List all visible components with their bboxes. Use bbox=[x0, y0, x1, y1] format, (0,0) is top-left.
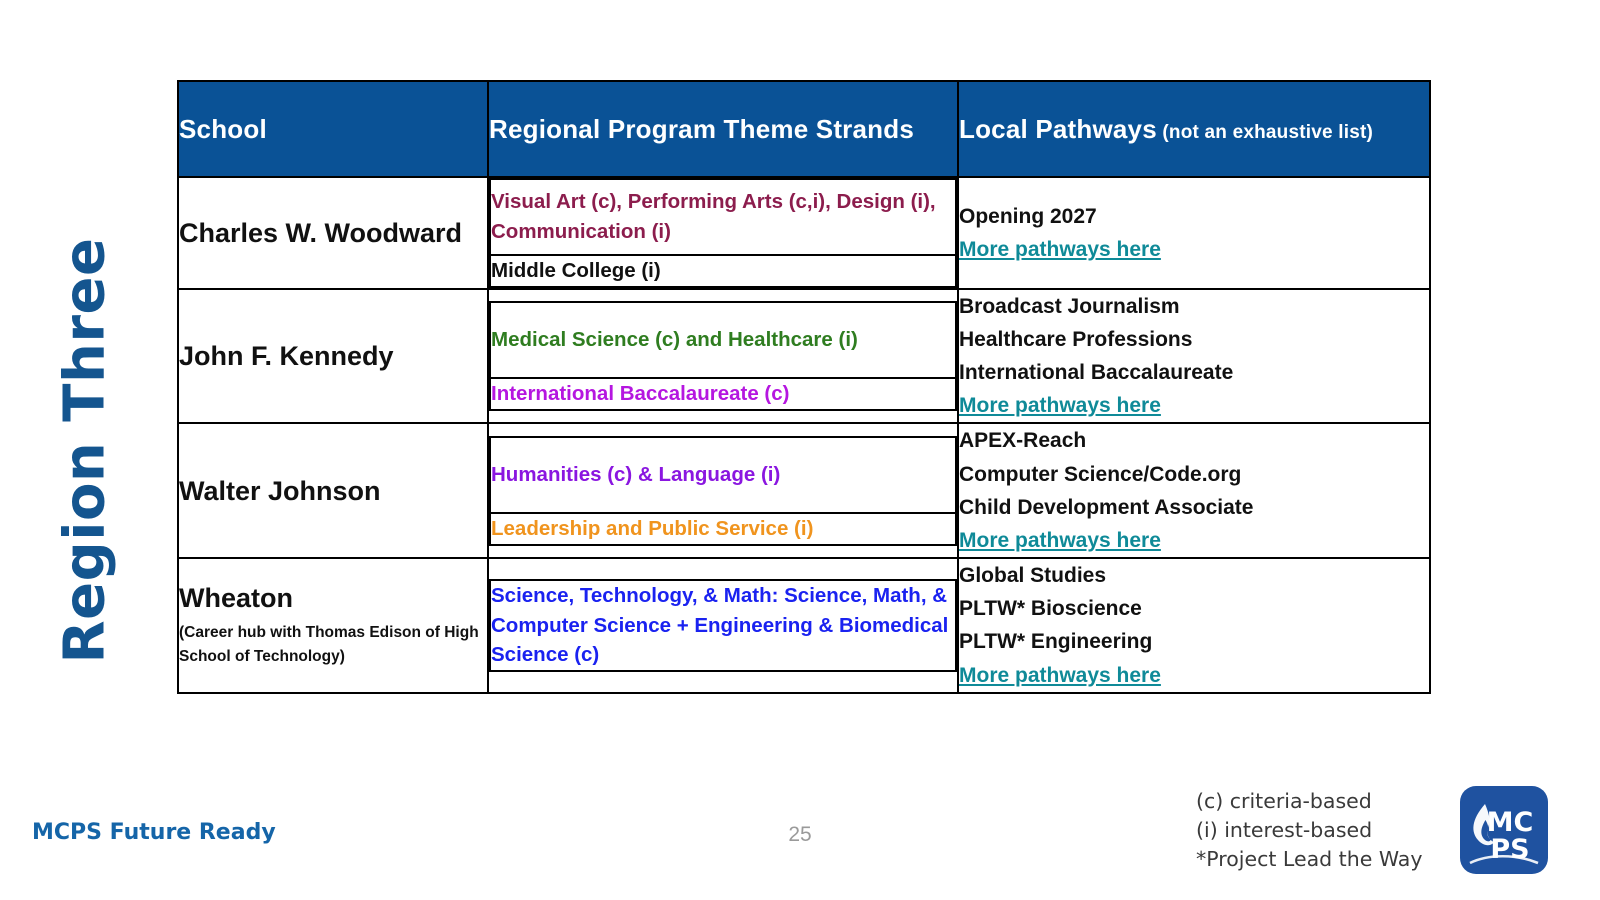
pathway-item: Healthcare Professions bbox=[959, 327, 1193, 351]
pathways-cell bbox=[958, 289, 1430, 424]
region-title-container bbox=[0, 230, 170, 670]
strand-list bbox=[489, 301, 957, 411]
region-title: Region Three bbox=[52, 237, 118, 663]
more-pathways-link[interactable]: More pathways here bbox=[959, 663, 1161, 687]
school-cell bbox=[178, 423, 488, 558]
legend-item-criteria: (c) criteria-based bbox=[1196, 789, 1372, 813]
strand-row bbox=[490, 378, 956, 410]
column-header-pathways-sublabel: (not an exhaustive list) bbox=[1156, 121, 1374, 143]
strand-list bbox=[489, 178, 957, 288]
column-header-pathways bbox=[958, 81, 1430, 177]
page-number: 25 bbox=[788, 823, 812, 846]
logo-text-line2: PS bbox=[1490, 834, 1530, 865]
strand-item: Medical Science (c) and Healthcare (i) bbox=[490, 302, 956, 378]
legend-item-interest: (i) interest-based bbox=[1196, 818, 1373, 843]
mcps-logo bbox=[1458, 784, 1550, 876]
regional-pathways-table bbox=[177, 80, 1431, 694]
pathway-item: International Baccalaureate bbox=[959, 361, 1234, 385]
strands-cell bbox=[488, 558, 958, 693]
school-note: (Career hub with Thomas Edison of High School of Technology) bbox=[179, 624, 479, 666]
pathway-item: PLTW* Bioscience bbox=[959, 597, 1142, 621]
pathway-item: Global Studies bbox=[959, 564, 1107, 588]
school-name: John F. Kennedy bbox=[179, 340, 394, 371]
strand-item: Visual Art (c), Performing Arts (c,i), Design (i), Communication (i) bbox=[490, 179, 956, 255]
more-pathways-link[interactable]: More pathways here bbox=[959, 528, 1161, 552]
school-cell bbox=[178, 289, 488, 424]
strand-row bbox=[490, 437, 956, 513]
strands-cell bbox=[488, 423, 958, 558]
table-row bbox=[178, 423, 1430, 558]
school-name: Wheaton bbox=[179, 582, 293, 613]
strand-row bbox=[490, 513, 956, 545]
pathway-item: APEX-Reach bbox=[959, 429, 1087, 453]
pathways-cell bbox=[958, 558, 1430, 693]
legend-item-pltw: *Project Lead the Way bbox=[1196, 847, 1423, 872]
school-name: Walter Johnson bbox=[179, 475, 381, 506]
pathways-link-line bbox=[959, 659, 1429, 692]
column-header-pathways-label: Local Pathways bbox=[959, 113, 1157, 144]
strand-item: Humanities (c) & Language (i) bbox=[490, 437, 956, 513]
pathway-item: Computer Science/Code.org bbox=[959, 462, 1242, 486]
strand-item: Leadership and Public Service (i) bbox=[490, 513, 956, 545]
more-pathways-link[interactable]: More pathways here bbox=[959, 394, 1161, 418]
strand-row bbox=[490, 255, 956, 287]
pathways-cell bbox=[958, 423, 1430, 558]
strand-row bbox=[490, 580, 956, 671]
strand-item: Science, Technology, & Math: Science, Math, & Computer Science + Engineering & Biomedical Science (c) bbox=[490, 580, 956, 671]
strand-row bbox=[490, 179, 956, 255]
legend bbox=[1196, 787, 1422, 874]
table-body bbox=[178, 177, 1430, 693]
table-header-row bbox=[178, 81, 1430, 177]
strand-item: Middle College (i) bbox=[490, 255, 956, 287]
table-row bbox=[178, 558, 1430, 693]
pathway-item: Child Development Associate bbox=[959, 495, 1254, 519]
strands-cell bbox=[488, 177, 958, 289]
pathways-link-line bbox=[959, 524, 1429, 557]
column-header-strands bbox=[488, 81, 958, 177]
logo-text-line1: MC bbox=[1486, 807, 1534, 838]
column-header-school bbox=[178, 81, 488, 177]
pathways-link-line bbox=[959, 389, 1429, 422]
pathways-cell bbox=[958, 177, 1430, 289]
strand-list bbox=[489, 436, 957, 546]
strand-row bbox=[490, 302, 956, 378]
strand-list bbox=[489, 579, 957, 672]
column-header-strands-label: Regional Program Theme Strands bbox=[489, 113, 914, 144]
table-row bbox=[178, 289, 1430, 424]
table-row bbox=[178, 177, 1430, 289]
column-header-school-label: School bbox=[179, 113, 267, 144]
pathways-link-line bbox=[959, 233, 1429, 266]
school-cell bbox=[178, 177, 488, 289]
pathway-item: Opening 2027 bbox=[959, 204, 1097, 228]
more-pathways-link[interactable]: More pathways here bbox=[959, 237, 1161, 261]
school-cell bbox=[178, 558, 488, 693]
table-header bbox=[178, 81, 1430, 177]
school-name: Charles W. Woodward bbox=[179, 217, 463, 248]
footer-brand: MCPS Future Ready bbox=[32, 820, 276, 845]
pathway-item: PLTW* Engineering bbox=[959, 630, 1153, 654]
strand-item: International Baccalaureate (c) bbox=[490, 378, 956, 410]
pathway-item: Broadcast Journalism bbox=[959, 294, 1180, 318]
strands-cell bbox=[488, 289, 958, 424]
